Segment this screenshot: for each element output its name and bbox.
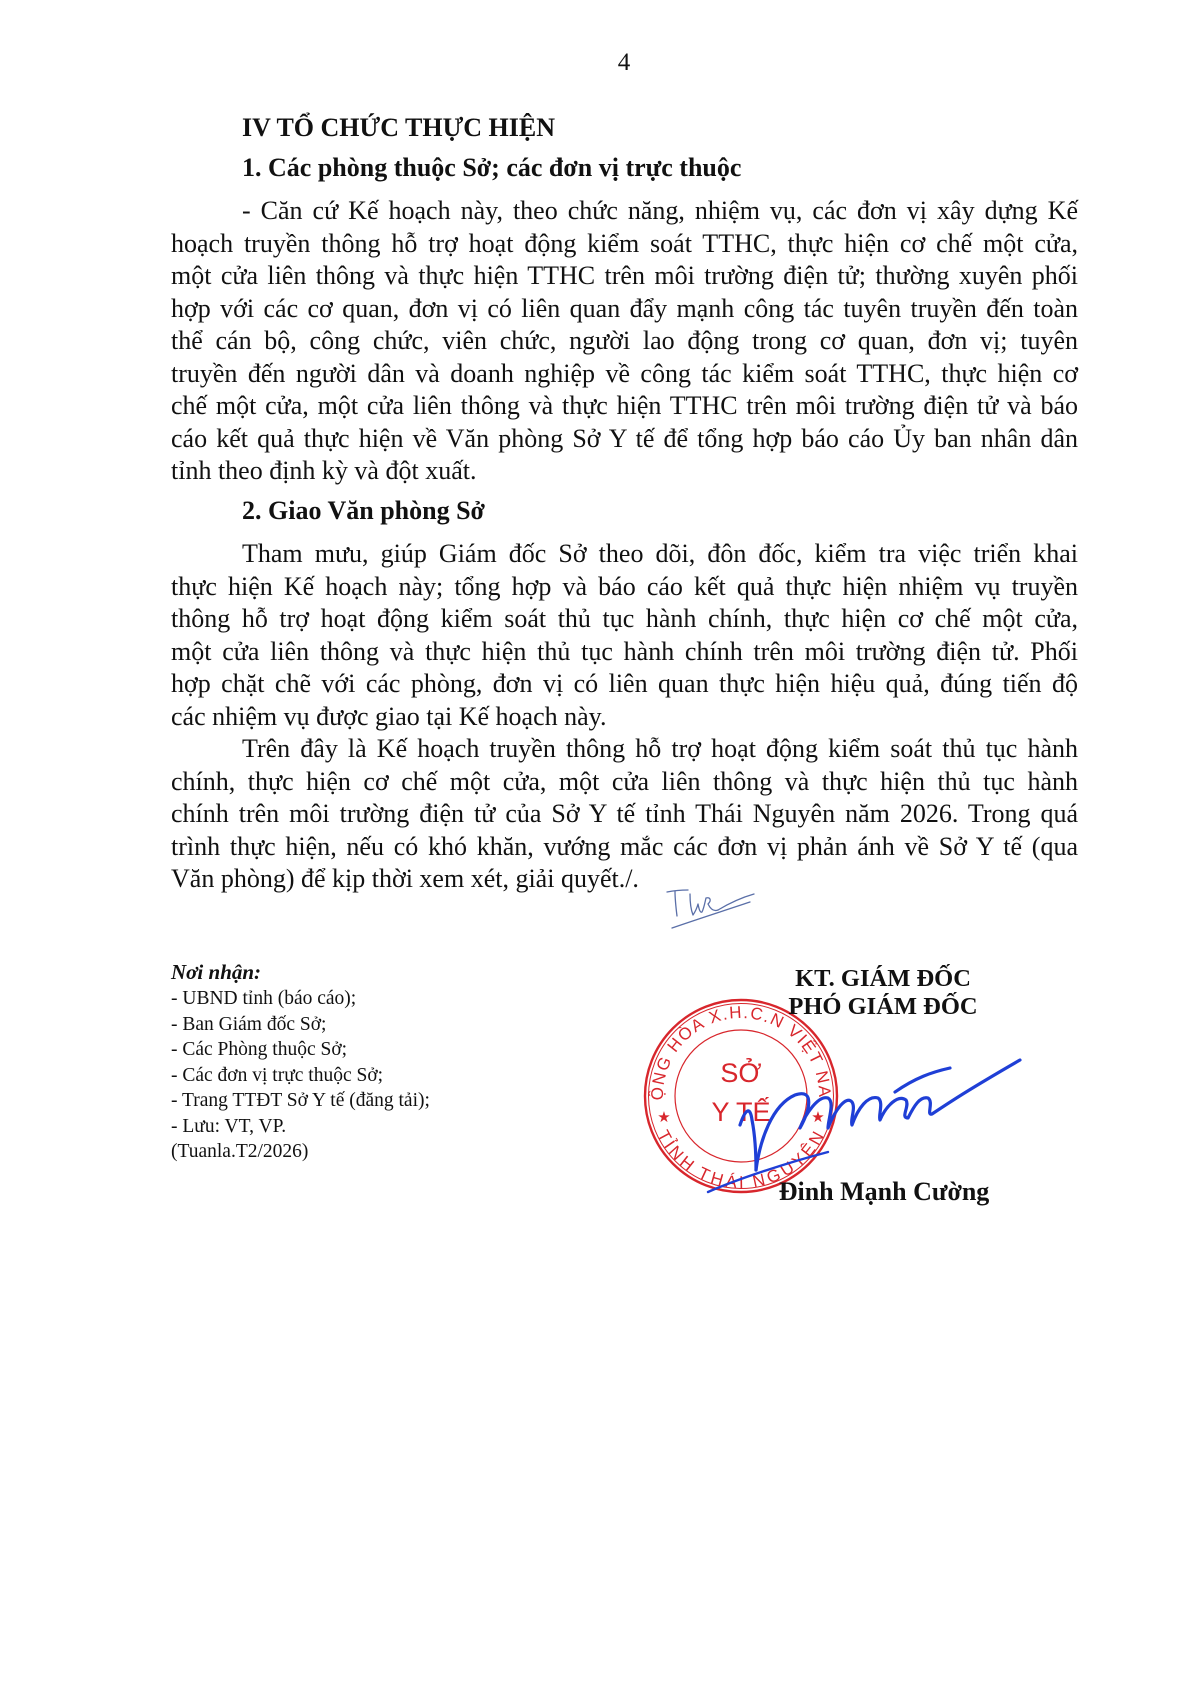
subsection-2-heading: 2. Giao Văn phòng Sở [242,496,485,525]
section-heading: IV TỔ CHỨC THỰC HIỆN [242,113,556,142]
page-number: 4 [617,49,631,76]
subsection-2-paragraph [171,538,1078,733]
paragraph-line: hoạch truyền thông hỗ trợ hoạt động kiểm soát TTHC, thực hiện cơ chế một cửa, [171,228,1078,258]
recipient-item: - UBND tỉnh (báo cáo); [171,988,357,1009]
signature-role-line-2: PHÓ GIÁM ĐỐC [788,993,978,1020]
paragraph-line: chính trên môi trường điện tử của Sở Y tế tỉnh Thái Nguyên năm 2026. Trong quá [171,799,1078,828]
paragraph-line: thực hiện Kế hoạch này; tổng hợp và báo cáo kết quả thực hiện nhiệm vụ truyền [171,571,1078,601]
seal-outer-text: CỘNG HÒA X.H.C.N VIỆT NAM [632,980,835,1101]
seal-bottom-text: TỈNH THÁI NGUYÊN [653,1127,829,1193]
paragraph-line: - Căn cứ Kế hoạch này, theo chức năng, nhiệm vụ, các đơn vị xây dựng Kế [242,196,1078,225]
paragraph-line: thể cán bộ, công chức, viên chức, người lao động trong cơ quan, đơn vị; tuyên [171,326,1078,355]
recipients-title: Nơi nhận: [171,960,262,984]
paragraph-line: thông hỗ trợ hoạt động kiểm soát thủ tục hành chính, thực hiện cơ chế một cửa, [171,604,1078,633]
paragraph-line: chính, thực hiện cơ chế một cửa, một cửa liên thông và thực hiện thủ tục hành [171,766,1078,796]
seal-center-line-1: SỞ [720,1058,762,1088]
paragraph-line: một cửa liên thông và thực hiện thủ tục hành chính trên môi trường điện tử. Phối [171,636,1078,666]
paragraph-line: một cửa liên thông và thực hiện TTHC trên môi trường điện tử; thường xuyên phối [171,261,1078,290]
seal-star-icon: ★ [657,1109,671,1126]
closing-paragraph [171,733,1078,896]
recipient-item: (Tuanla.T2/2026) [171,1141,309,1162]
handwritten-initials [660,882,760,937]
seal-center-line-2: Y TẾ [711,1097,771,1127]
recipient-item: - Ban Giám đốc Sở; [171,1013,327,1035]
paragraph-line: Trên đây là Kế hoạch truyền thông hỗ trợ hoạt động kiểm soát thủ tục hành [242,734,1078,763]
paragraph-line: truyền đến người dân và doanh nghiệp về công tác kiểm soát TTHC, thực hiện cơ [171,358,1078,388]
recipient-item: - Trang TTĐT Sở Y tế (đăng tải); [171,1090,430,1111]
paragraph-line: tỉnh theo định kỳ và đột xuất. [171,456,477,485]
signature-role-line-1: KT. GIÁM ĐỐC [795,965,971,992]
recipient-item: - Các đơn vị trực thuộc Sở; [171,1064,384,1086]
seal-star-icon: ★ [811,1109,825,1126]
signer-name: Đinh Mạnh Cường [778,1177,990,1206]
subsection-1-paragraph [171,195,1078,488]
paragraph-line: Tham mưu, giúp Giám đốc Sở theo dõi, đôn đốc, kiểm tra việc triển khai [242,539,1078,568]
paragraph-line: Văn phòng) để kịp thời xem xét, giải quyết./. [171,864,639,893]
paragraph-line: hợp chặt chẽ với các phòng, đơn vị có liên quan thực hiện hiệu quả, đúng tiến độ [171,669,1078,698]
recipients-block [171,958,430,1165]
paragraph-line: các nhiệm vụ được giao tại Kế hoạch này. [171,701,607,731]
paragraph-line: chế một cửa, một cửa liên thông và thực hiện TTHC trên môi trường điện tử và báo [171,391,1078,420]
paragraph-line: trình thực hiện, nếu có khó khăn, vướng mắc các đơn vị phản ánh về Sở Y tế (qua [171,831,1078,861]
handwritten-signature [700,1010,1030,1200]
paragraph-line: hợp với các cơ quan, đơn vị có liên quan đẩy mạnh công tác tuyên truyền đến toàn [171,293,1078,323]
paragraph-line: cáo kết quả thực hiện về Văn phòng Sở Y tế để tổng hợp báo cáo Ủy ban nhân dân [171,423,1078,453]
subsection-1-heading: 1. Các phòng thuộc Sở; các đơn vị trực thuộc [242,153,742,182]
recipient-item: - Lưu: VT, VP. [171,1115,287,1137]
recipient-item: - Các Phòng thuộc Sở; [171,1039,348,1060]
